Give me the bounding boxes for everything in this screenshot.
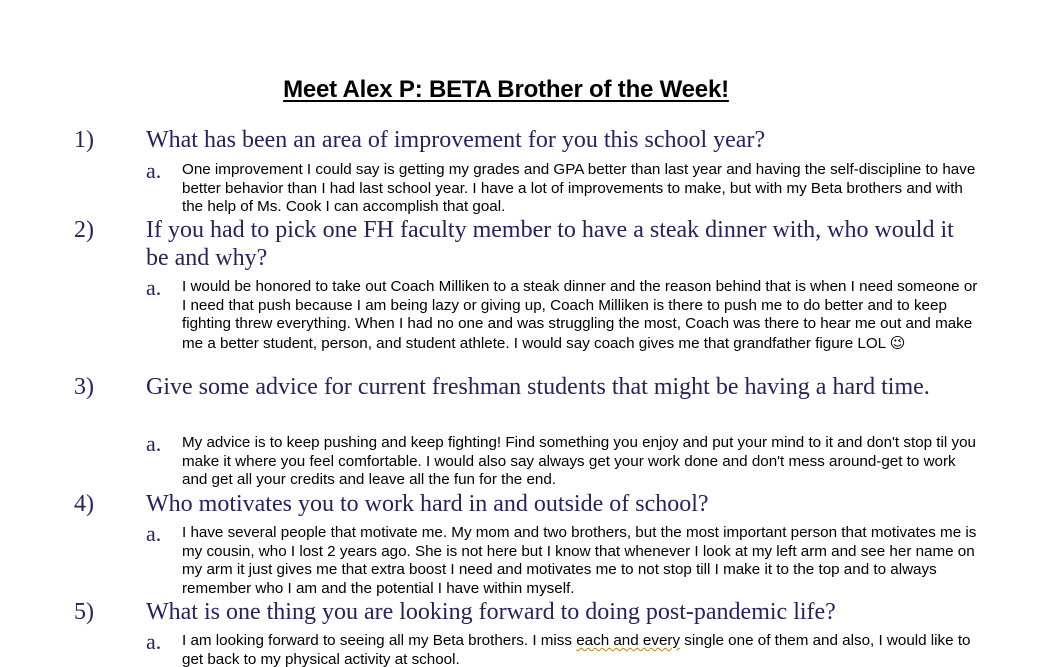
wink-emoji-icon: 😉 [889, 333, 906, 352]
question-number: 2) [74, 217, 94, 243]
answer-text: One improvement I could say is getting my grades and GPA better than last year and having the self-discipline to have better behavior than I had last school year. I have a lot of improvements to make, but with my Beta brothers and with the help of Ms. Cook I can accomplish that goal. [182, 161, 976, 216]
question-number: 4) [74, 491, 94, 517]
answer-body: I would be honored to take out Coach Milliken to a steak dinner and the reason behind that is when I need someone or I need that push because I am being lazy or giving up, Coach Milliken is there to push me to do better and to keep fighting threw everything. When I had no one and was struggling the most, Coach was there to hear me out and make me a better student, person, and student athlete. I would say coach gives me that grandfather figure LOL [182, 278, 978, 352]
answer-text [182, 632, 982, 667]
question-text: What has been an area of improvement for you this school year? [146, 127, 766, 153]
answer-marker: a. [146, 275, 162, 300]
question-number: 1) [74, 127, 94, 153]
grammar-flagged-phrase[interactable]: each and every [576, 632, 681, 649]
question-text: If you had to pick one FH faculty member to have a steak dinner with, who would it be and why? [146, 217, 954, 271]
answer-text-end: single one of them and also, I would like to get back to my physical activity at school. [182, 632, 971, 667]
question-text: What is one thing you are looking forward to doing post-pandemic life? [146, 599, 836, 625]
question-text: Who motivates you to work hard in and outside of school? [146, 491, 709, 517]
question-number: 5) [74, 599, 94, 625]
answer-marker: a. [146, 158, 162, 183]
page-title [0, 76, 1012, 104]
question-text: Give some advice for current freshman students that might be having a hard time. [146, 374, 930, 400]
answer-marker: a. [146, 521, 162, 546]
answer-text-start: I am looking forward to seeing all my Beta brothers. I miss [182, 632, 577, 649]
question-number: 3) [74, 374, 94, 400]
answer-marker: a. [146, 431, 162, 456]
answer-text: My advice is to keep pushing and keep fighting! Find something you enjoy and put your mind to it and don't stop til you make it where you feel comfortable. I would also say always get your work done and don't mess around-get to work and get all your credits and leave all the fun for the end. [182, 434, 976, 489]
answer-text [182, 278, 982, 353]
page-title-text: Meet Alex P: BETA Brother of the Week! [283, 76, 729, 103]
answer-marker: a. [146, 629, 162, 654]
answer-text: I have several people that motivate me. My mom and two brothers, but the most important person that motivates me is my cousin, who I lost 2 years ago. She is not here but I know that whenever I look at my left arm and see her name on my arm it just gives me that extra boost I need and motivates me to not stop till I make it to the top and to always remember who I am and the potential I have within myself. [182, 524, 977, 597]
